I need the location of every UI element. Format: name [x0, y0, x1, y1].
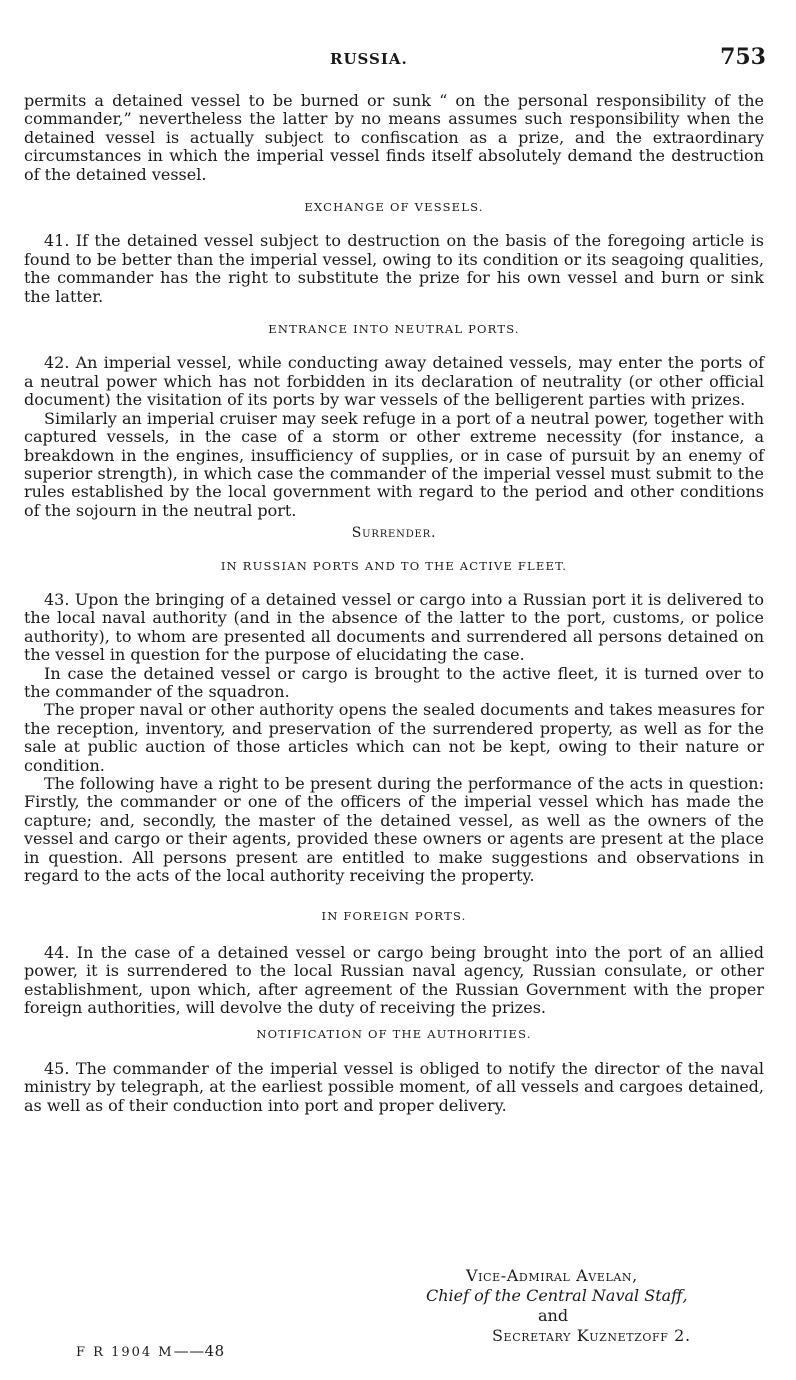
signature-block [420, 1266, 740, 1346]
article-41: 41. If the detained vessel subject to destruction on the basis of the foregoing article is found to be better than the imperial vessel, owing to its condition or its seagoing qualities, the commander has the right to substitute the prize for his own vessel and burn or sink the latter. [24, 231, 764, 306]
section-heading-entrance: ENTRANCE INTO NEUTRAL PORTS. [268, 322, 520, 337]
body-text [24, 92, 764, 1115]
article-44: 44. In the case of a detained vessel or cargo being brought into the port of an allied power, it is surrendered to the local Russian naval agency, Russian consulate, or other establishment, upon which, after agreement of the Russian Government with the proper foreign authorities, will devolve the duty of receiving the prizes. [24, 942, 764, 1018]
signatory-title: Chief of the Central Naval Staff, [426, 1286, 688, 1305]
article-43-active-fleet: In case the detained vessel or cargo is brought to the active fleet, it is turned over to the commander of the squadron. [24, 663, 764, 701]
printer-signature-mark [76, 1342, 225, 1360]
article-42: 42. An imperial vessel, while conducting away detained vessels, may enter the ports of a neutral power which has not forbidden in its declaration of neutrality (or other official document) the visitation of its ports by war vessels of the belligerent parties with prizes. [24, 353, 764, 410]
signature-mark-dash: —— [173, 1342, 205, 1360]
section-heading-notification: NOTIFICATION OF THE AUTHORITIES. [256, 1027, 532, 1042]
paragraph-continuation: permits a detained vessel to be burned or sunk “ on the personal responsibility of the commander,” nevertheless the latter by no means assumes such responsibility when the detained vessel is actually subject to confiscation as a prize, and the extraordinary circumstances in which the imperial vessel finds itself absolutely demand the destruction of the detained vessel. [24, 91, 764, 184]
running-head: RUSSIA. [330, 50, 408, 68]
article-43: 43. Upon the bringing of a detained vessel or cargo into a Russian port it is delivered to the local naval authority (and in the absence of the latter to the port, customs, or police authority), to whom are presented all documents and surrendered all persons detained on the vessel in question for the purpose of elucidating the case. [24, 589, 764, 665]
subheading-foreign-ports: IN FOREIGN PORTS. [321, 909, 467, 924]
signatory-kuznetzoff: Secretary Kuznetzoff 2. [492, 1326, 691, 1345]
signature-mark-text: F R 1904 M [76, 1345, 174, 1360]
subheading-russian-ports: IN RUSSIAN PORTS AND TO THE ACTIVE FLEET. [220, 558, 568, 573]
article-43-authority: The proper naval or other authority opens the sealed documents and takes measures for the reception, inventory, and preservation of the surrendered property, as well as for the sale at public auction of those articles which can not be kept, owing to their nature or condition. [24, 700, 764, 775]
signature-and: and [538, 1306, 569, 1325]
article-43-present: The following have a right to be present during the performance of the acts in question: Firstly, the commander or one of the officers of the imperial vessel which has made the capture; and, secondly, the master of the detained vessel, as well as the owners of the vessel and cargo or their agents, provided these owners or agents are present at the place in question. All persons present are entitled to make suggestions and observations in regard to the acts of the local authority receiving the property. [24, 774, 764, 886]
article-45: 45. The commander of the imperial vessel is obliged to notify the director of the naval ministry by telegraph, at the earliest possible moment, of all vessels and cargoes detained, as well as of their conduction into port and proper delivery. [24, 1058, 764, 1115]
signatory-avelan: Vice-Admiral Avelan, [466, 1266, 638, 1285]
sheet-number: 48 [204, 1342, 225, 1360]
section-heading-exchange: EXCHANGE OF VESSELS. [304, 200, 484, 215]
article-42-cont: Similarly an imperial cruiser may seek refuge in a port of a neutral power, together with captured vessels, in the case of a storm or other extreme necessity (for instance, a breakdown in the engines, insufficiency of supplies, or in case of pursuit by an enemy of superior strength), in which case the commander of the imperial vessel must submit to the rules established by the local government with regard to the period and other conditions of the sojourn in the neutral port. [24, 408, 764, 520]
page-number: 753 [720, 44, 766, 70]
page-header [0, 44, 796, 78]
section-heading-surrender: Surrender. [351, 525, 437, 542]
